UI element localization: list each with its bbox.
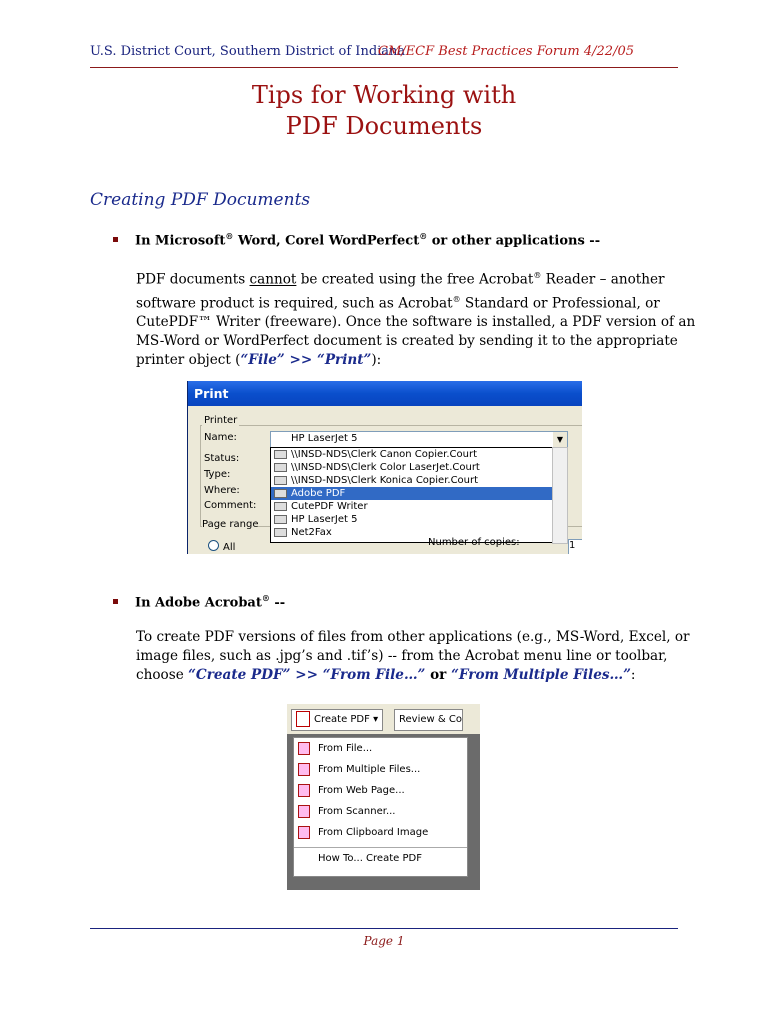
- radio-icon: [208, 540, 219, 551]
- clipboard-icon: [298, 826, 310, 839]
- printer-icon: [274, 528, 287, 537]
- paragraph-acrobat: To create PDF versions of files from other applications (e.g., MS-Word, Excel, or image files, such as .jpg’s and .tif’s) -- from the Acrobat menu line or toolbar, choose “Create PDF” >> “From File…” or “From Multiple Files…”:: [136, 629, 690, 683]
- printer-icon: [274, 450, 287, 459]
- printer-item[interactable]: Net2Fax: [271, 526, 553, 539]
- bullet-acrobat: In Adobe Acrobat® --: [113, 593, 285, 610]
- footer-rule: [90, 928, 678, 929]
- copies-label: Number of copies:: [428, 537, 520, 548]
- print-dialog-title: Print: [188, 381, 582, 406]
- header-forum: CM/ECF Best Practices Forum 4/22/05: [378, 44, 634, 59]
- comment-label: Comment:: [204, 500, 257, 511]
- header-court: U.S. District Court, Southern District of Indiana: [90, 44, 406, 59]
- copies-input[interactable]: 1: [568, 539, 582, 554]
- printer-group-label: Printer: [204, 415, 238, 426]
- printer-item[interactable]: \\INSD-NDS\Clerk Konica Copier.Court: [271, 474, 553, 487]
- acrobat-menu-screenshot: [287, 704, 480, 890]
- status-label: Status:: [204, 453, 240, 464]
- menu-item-from-file[interactable]: From File...: [294, 738, 467, 759]
- title-line-1: Tips for Working with: [251, 81, 517, 109]
- printer-icon: [274, 463, 287, 472]
- menu-item-how-to[interactable]: How To... Create PDF: [294, 847, 467, 869]
- menu-item-from-clipboard[interactable]: From Clipboard Image: [294, 822, 467, 843]
- review-button[interactable]: Review & Co: [394, 709, 463, 731]
- create-pdf-menu: [293, 737, 468, 877]
- printer-icon: [274, 502, 287, 511]
- printer-select[interactable]: HP LaserJet 5 ▼: [270, 431, 568, 448]
- printer-item[interactable]: CutePDF Writer: [271, 500, 553, 513]
- printer-list[interactable]: [270, 447, 554, 543]
- printer-item[interactable]: HP LaserJet 5: [271, 513, 553, 526]
- menu-item-from-scanner[interactable]: From Scanner...: [294, 801, 467, 822]
- list-scrollbar[interactable]: [552, 447, 568, 544]
- print-dialog-screenshot: [187, 381, 582, 554]
- menu-item-from-web-page[interactable]: From Web Page...: [294, 780, 467, 801]
- acrobat-toolbar: [287, 704, 480, 734]
- page-title: [0, 80, 768, 142]
- menu-item-from-multiple-files[interactable]: From Multiple Files...: [294, 759, 467, 780]
- printer-item-selected[interactable]: Adobe PDF: [271, 487, 553, 500]
- printer-icon: [274, 489, 287, 498]
- pdf-icon: [296, 711, 310, 727]
- page-number: Page 1: [363, 934, 405, 948]
- create-pdf-button[interactable]: Create PDF ▾: [291, 709, 383, 731]
- printer-item[interactable]: \\INSD-NDS\Clerk Canon Copier.Court: [271, 448, 553, 461]
- type-label: Type:: [204, 469, 231, 480]
- section-heading: Creating PDF Documents: [90, 190, 311, 210]
- all-radio[interactable]: All: [208, 539, 235, 553]
- printer-item[interactable]: \\INSD-NDS\Clerk Color LaserJet.Court: [271, 461, 553, 474]
- scanner-icon: [298, 805, 310, 818]
- multiple-files-icon: [298, 763, 310, 776]
- bullet-icon: [113, 599, 118, 604]
- page-range-label: Page range: [202, 519, 259, 530]
- bullet-word: In Microsoft® Word, Corel WordPerfect® or other applications --: [113, 231, 600, 248]
- where-label: Where:: [204, 485, 240, 496]
- web-page-icon: [298, 784, 310, 797]
- printer-icon: [274, 515, 287, 524]
- title-line-2: PDF Documents: [285, 112, 483, 140]
- printer-icon: [274, 476, 287, 485]
- dropdown-arrow-icon[interactable]: ▼: [553, 432, 567, 447]
- file-icon: [298, 742, 310, 755]
- paragraph-word: PDF documents cannot be created using the free Acrobat® Reader – another software product is required, such as Acrobat® Standard or Professional, or CutePDF™ Writer (freeware). Once the software is installed, a PDF version of an MS-Word or WordPerfect document is created by sending it to the appropriate printer object (“File” >> “Print”):: [136, 271, 696, 369]
- name-label: Name:: [204, 432, 237, 443]
- header-rule: [90, 67, 678, 68]
- bullet-icon: [113, 237, 118, 242]
